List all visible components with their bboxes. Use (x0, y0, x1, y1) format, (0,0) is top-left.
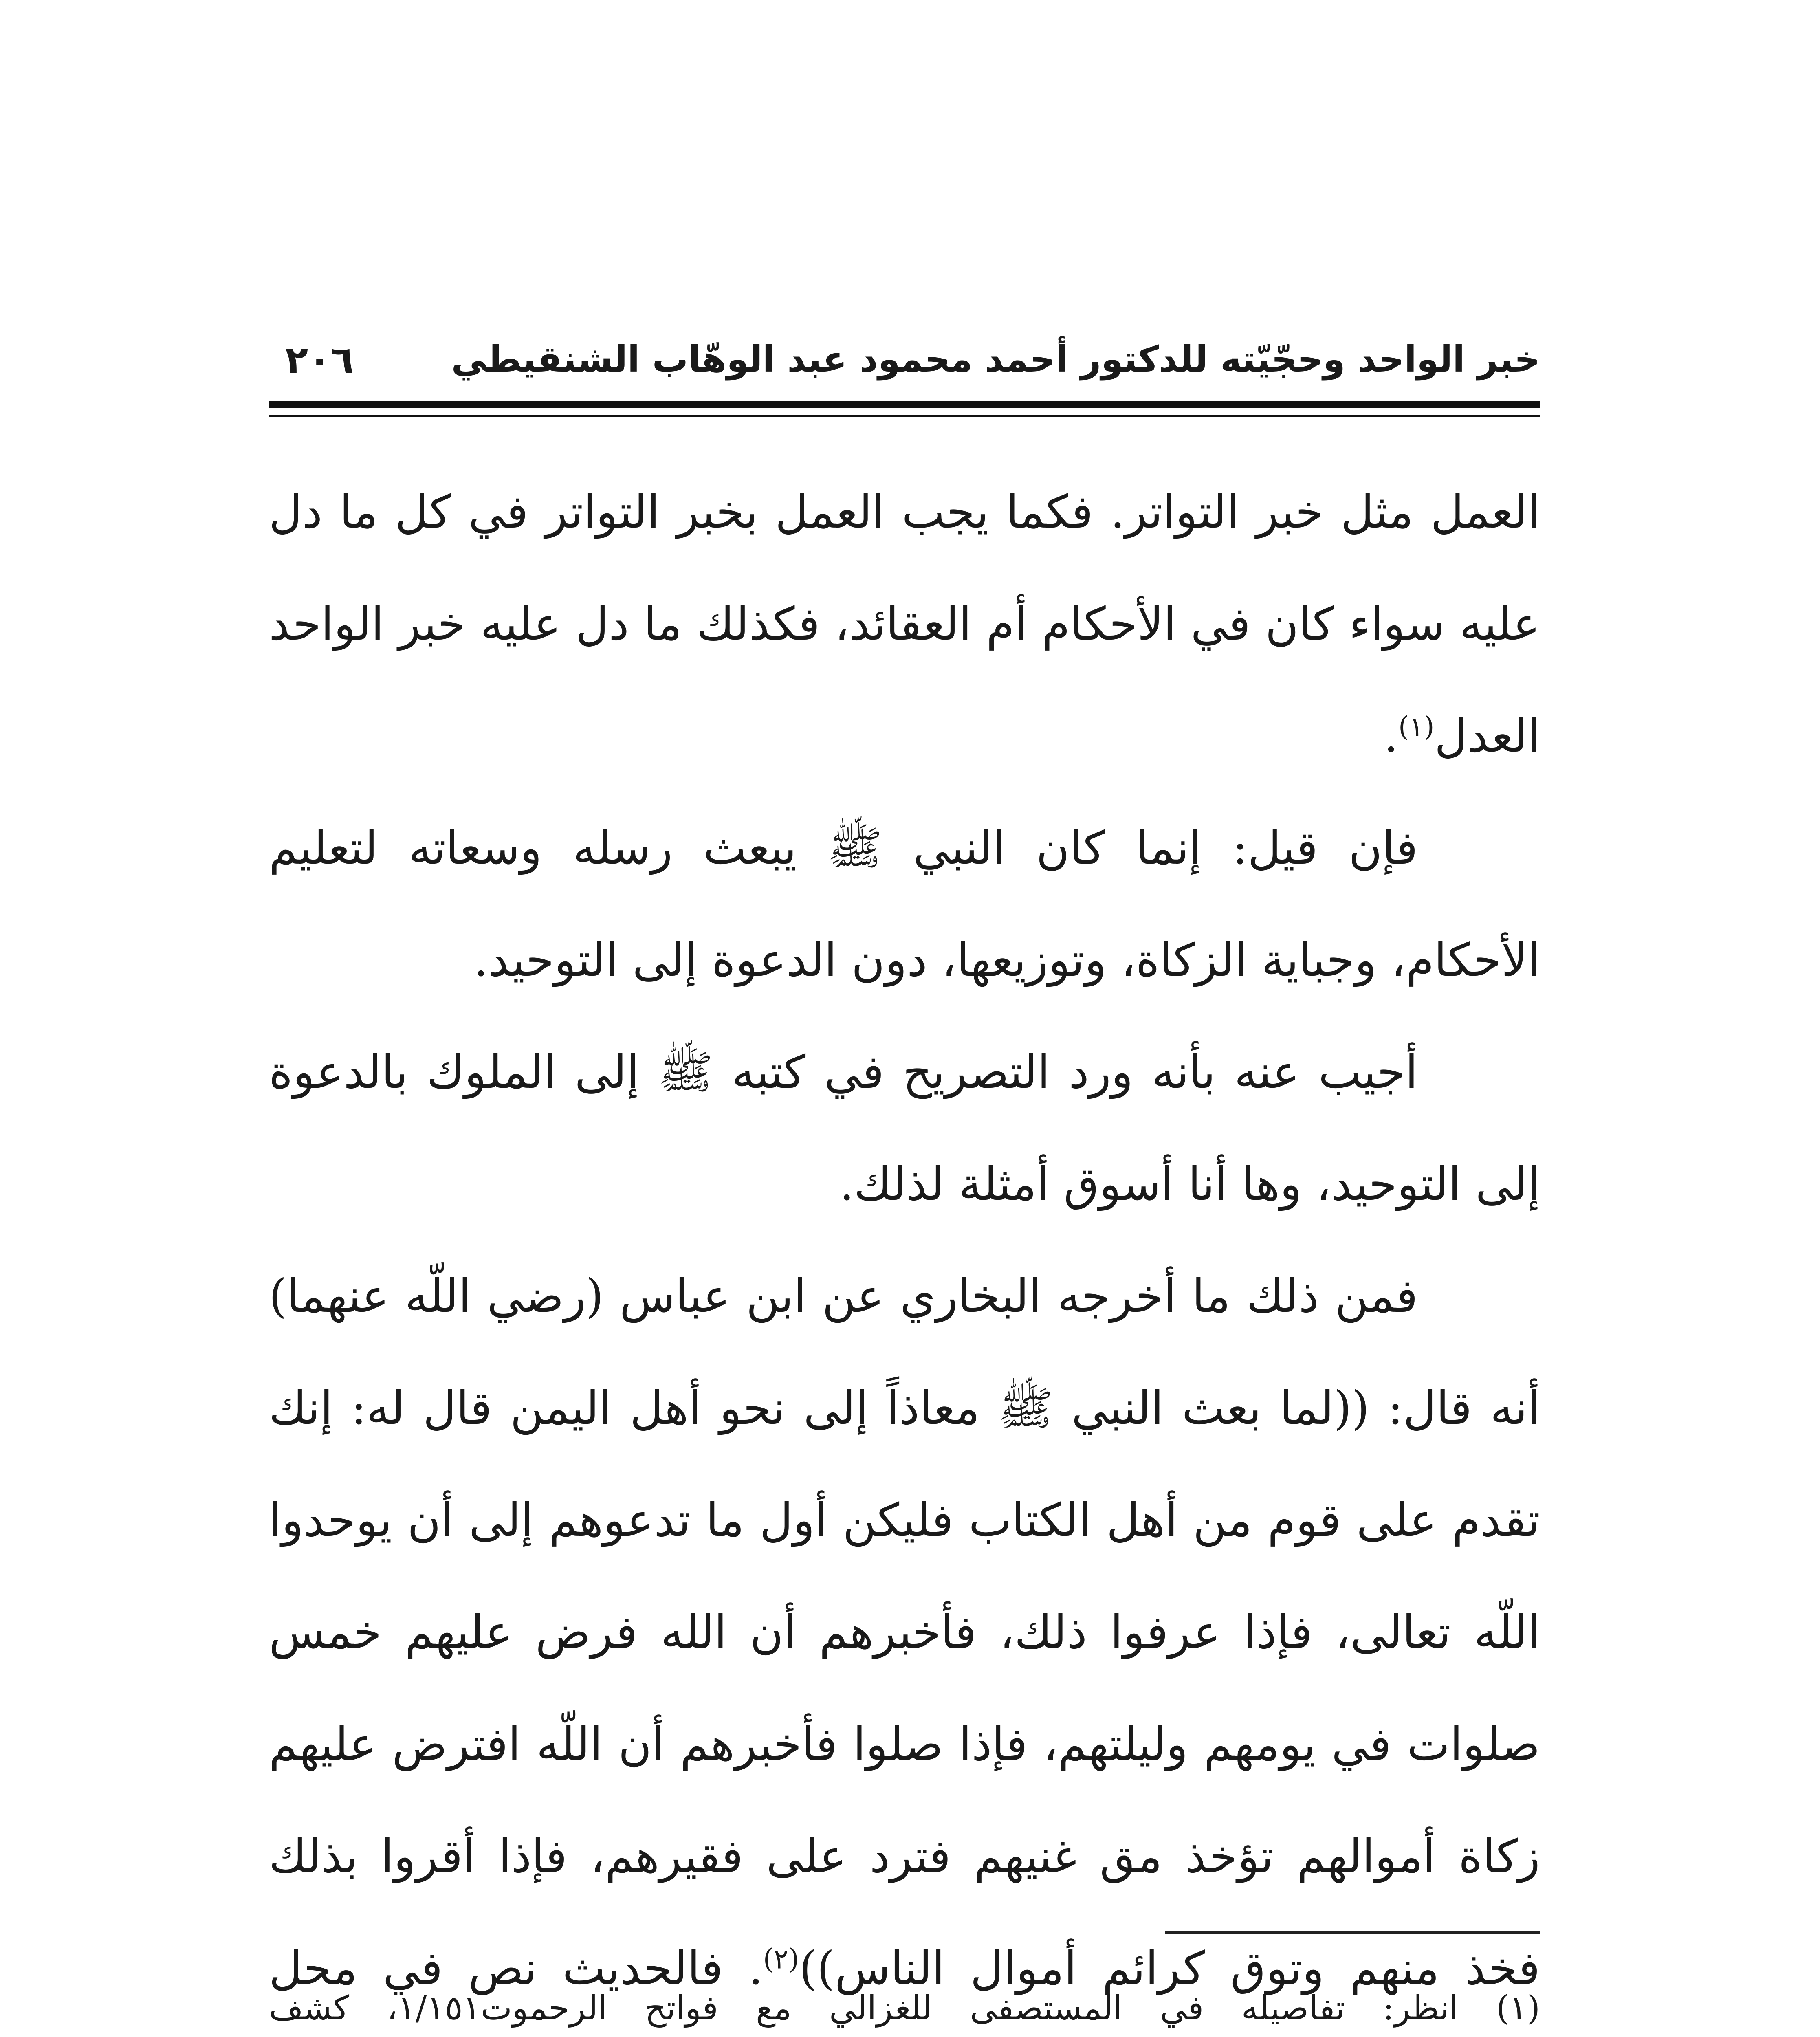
paragraph-4-text: فمن ذلك ما أخرجه البخاري عن ابن عباس (رضي اللّه عنهما) أنه قال: ((لما بعث النبي ﷺ معاذاً إلى نحو أهل اليمن قال له: إنك تقدم على قوم من أهل الكتاب فليكن أول ما تدعوهم إلى أن يوحدوا اللّه تعالى، فإذا عرفوا ذلك، فأخبرهم أن الله فرض عليهم خمس صلوات في يومهم وليلتهم، فإذا صلوا فأخبرهم أن اللّه افترض عليهم زكاة أموالهم تؤخذ مق غنيهم فترد على فقيرهم، فإذا أقروا بذلك فخذ منهم وتوق كرائم أموال الناس)) (269, 1270, 1541, 1995)
paragraph-1 (269, 456, 1540, 792)
page-number: ٢٠٦ (285, 338, 354, 382)
footnote-1: (١) انظر: تفاصيله في المستصفى للغزالي مع فواتح الرحموت١/١٥١، كشف (269, 1989, 1540, 2028)
footnote-ref-2: (٢) (763, 1943, 799, 1975)
footnote-ref-1: (١) (1398, 711, 1435, 743)
header-rule-thick (269, 401, 1540, 408)
paragraph-2: فإن قيل: إنما كان النبي ﷺ يبعث رسله وسعاته لتعليم الأحكام، وجباية الزكاة، وتوزيعها، دون الدعوة إلى التوحيد. (269, 822, 1540, 987)
header-title: خبر الواحد وحجّيّته للدكتور أحمد محمود عبد الوهّاب الشنقيطي (451, 338, 1540, 380)
paragraph-1-text: العمل مثل خبر التواتر. فكما يجب العمل بخبر التواتر في كل ما دل عليه سواء كان في الأحكام أم العقائد، فكذلك ما دل عليه خبر الواحد العدل (269, 486, 1540, 763)
paragraph-4 (269, 1241, 1540, 2037)
paragraph-1-end: . (1384, 710, 1399, 763)
paragraph-3: أجيب عنه بأنه ورد التصريح في كتبه ﷺ إلى الملوك بالدعوة إلى التوحيد، وها أنا أسوق أمثلة لذلك. (269, 1046, 1540, 1211)
footnotes (269, 1968, 1540, 2037)
paragraph-4-end: . فالحديث نص في محل (269, 1942, 763, 1995)
footnote-separator (1165, 1931, 1540, 1934)
main-text (269, 456, 1540, 2037)
header-rule-thin (269, 415, 1540, 417)
running-header (269, 330, 1540, 391)
